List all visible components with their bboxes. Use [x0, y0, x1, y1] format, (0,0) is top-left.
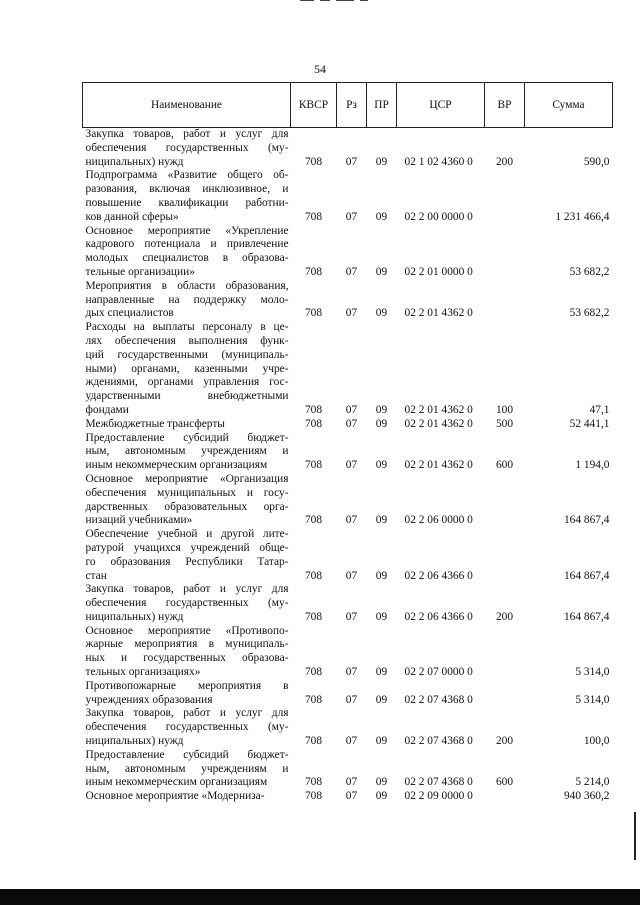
row-name-line: Обеспечение учебной и другой лите-	[85, 528, 289, 541]
table-row	[83, 169, 613, 224]
row-name-line: стан	[85, 569, 107, 582]
row-name-line: го образования Республики Татар-	[85, 555, 289, 568]
row-name-line: ниципальных) нужд	[85, 610, 184, 623]
row-csr: 02 2 07 4368 0	[404, 735, 473, 748]
row-name-line: ным, автономным учреждениям и	[85, 445, 289, 458]
row-name	[83, 128, 291, 170]
row-sum: 1 194,0	[575, 459, 610, 472]
row-kvsr: 708	[304, 666, 323, 679]
row-kvsr: 708	[304, 307, 323, 320]
row-pr: 09	[375, 210, 388, 223]
row-kvsr: 708	[304, 610, 323, 623]
row-csr: 02 2 07 4368 0	[404, 693, 473, 706]
header-name: Наименование	[83, 83, 291, 128]
table-row	[83, 749, 613, 790]
table-header	[83, 83, 613, 128]
row-rz: 07	[345, 666, 358, 679]
header-pr: ПР	[367, 83, 397, 128]
row-sum: 164 867,4	[563, 610, 610, 623]
row-vr	[485, 625, 525, 680]
row-name-line: Мероприятия в области образования,	[85, 279, 289, 292]
row-kvsr: 708	[304, 155, 323, 168]
row-csr: 02 2 01 4362 0	[404, 307, 473, 320]
row-kvsr: 708	[304, 569, 323, 582]
scan-bottom-band	[0, 889, 640, 905]
row-name-line: ков данной сферы»	[85, 210, 179, 223]
row-sum: 53 682,2	[569, 307, 610, 320]
row-pr: 09	[375, 459, 388, 472]
row-kvsr: 708	[304, 459, 323, 472]
table-row	[83, 321, 613, 418]
row-sum: 5 314,0	[575, 666, 610, 679]
row-name-line: разования, включая инклюзивное, и	[85, 183, 289, 196]
row-name	[83, 225, 291, 280]
scan-artifact-top	[300, 0, 380, 2]
table-row	[83, 680, 613, 708]
row-rz: 07	[345, 693, 358, 706]
row-pr: 09	[375, 610, 388, 623]
row-vr	[485, 169, 525, 224]
scan-artifact-right	[634, 812, 636, 860]
row-pr: 09	[375, 155, 388, 168]
row-rz: 07	[345, 776, 358, 789]
row-name-line: лях обеспечения выполнения функ-	[85, 334, 289, 347]
row-name-line: Основное мероприятие «Организация	[85, 472, 289, 485]
row-rz: 07	[345, 210, 358, 223]
row-name	[83, 625, 291, 680]
row-vr	[485, 280, 525, 321]
row-name-line: Межбюджетные трансферты	[85, 417, 225, 430]
row-name-line: ниципальных) нужд	[85, 735, 184, 748]
row-rz: 07	[345, 265, 358, 278]
row-name-line: тельных организациях»	[85, 666, 201, 679]
row-name	[83, 432, 291, 473]
row-kvsr: 708	[304, 417, 323, 430]
row-name	[83, 707, 291, 748]
row-name-line: ным, автономным учреждениям и	[85, 762, 289, 775]
row-rz: 07	[345, 735, 358, 748]
row-name-line: Подпрограмма «Развитие общего об-	[85, 169, 289, 182]
row-name-line: ций государственными (муниципаль-	[85, 348, 289, 361]
row-sum: 47,1	[589, 403, 610, 416]
row-sum: 52 441,1	[569, 417, 610, 430]
row-name-line: Предоставление субсидий бюджет-	[85, 748, 289, 761]
row-pr: 09	[375, 790, 388, 803]
header-rz: Рз	[337, 83, 367, 128]
header-vr: ВР	[485, 83, 525, 128]
row-sum: 5 314,0	[575, 693, 610, 706]
row-kvsr: 708	[304, 265, 323, 278]
table-row	[83, 128, 613, 170]
row-name-line: Основное мероприятие «Противопо-	[85, 624, 289, 637]
row-csr: 02 2 09 0000 0	[404, 790, 473, 803]
row-csr: 02 2 06 4366 0	[404, 610, 473, 623]
row-rz: 07	[345, 790, 358, 803]
row-kvsr: 708	[304, 790, 323, 803]
row-name-line: иным некоммерческим организациям	[85, 459, 268, 472]
row-name-line: обеспечения муниципальных и госу-	[85, 486, 289, 499]
row-name-line: обеспечения государственных (му-	[85, 141, 289, 154]
row-name	[83, 790, 291, 804]
header-kvsr: КВСР	[291, 83, 337, 128]
row-name-line: иным некоммерческим организациям	[85, 776, 268, 789]
table-row	[83, 583, 613, 624]
row-name-line: ударственными внебюджетными	[85, 390, 289, 403]
row-pr: 09	[375, 693, 388, 706]
table-row	[83, 225, 613, 280]
row-pr: 09	[375, 514, 388, 527]
row-rz: 07	[345, 514, 358, 527]
row-sum: 100,0	[583, 735, 610, 748]
row-vr	[485, 680, 525, 708]
row-rz: 07	[345, 459, 358, 472]
row-name-line: ными) органами, казенными учре-	[85, 362, 289, 375]
row-rz: 07	[345, 417, 358, 430]
row-csr: 02 2 06 0000 0	[404, 514, 473, 527]
row-name-line: обеспечения государственных (му-	[85, 721, 289, 734]
row-name-line: направленные на поддержку моло-	[85, 293, 289, 306]
row-name-line: Противопожарные мероприятия в	[85, 679, 289, 692]
table-row	[83, 473, 613, 528]
row-name-line: Закупка товаров, работ и услуг для	[85, 128, 289, 140]
row-kvsr: 708	[304, 693, 323, 706]
row-pr: 09	[375, 735, 388, 748]
table-row	[83, 790, 613, 804]
row-name-line: кадрового потенциала и привлечение	[85, 238, 289, 251]
row-csr: 02 2 06 4366 0	[404, 569, 473, 582]
row-vr: 500	[495, 417, 514, 430]
row-name	[83, 321, 291, 418]
row-name-line: ных и государственных образова-	[85, 652, 289, 665]
table-row	[83, 418, 613, 432]
row-csr: 02 2 07 0000 0	[404, 666, 473, 679]
row-name-line: ратурой учащихся учреждений обще-	[85, 541, 289, 554]
row-vr	[485, 225, 525, 280]
row-name-line: Расходы на выплаты персоналу в це-	[85, 321, 289, 334]
row-pr: 09	[375, 307, 388, 320]
row-name	[83, 583, 291, 624]
row-kvsr: 708	[304, 210, 323, 223]
row-vr: 100	[495, 403, 514, 416]
row-rz: 07	[345, 307, 358, 320]
row-pr: 09	[375, 417, 388, 430]
row-csr: 02 2 01 0000 0	[404, 265, 473, 278]
row-pr: 09	[375, 403, 388, 416]
row-name	[83, 418, 291, 432]
header-csr: ЦСР	[397, 83, 485, 128]
row-name-line: жарные мероприятия в муниципаль-	[85, 638, 289, 651]
row-csr: 02 2 07 4368 0	[404, 776, 473, 789]
table-row	[83, 432, 613, 473]
row-pr: 09	[375, 666, 388, 679]
row-name-line: обеспечения государственных (му-	[85, 597, 289, 610]
row-name-line: фондами	[85, 403, 129, 416]
row-pr: 09	[375, 265, 388, 278]
row-name-line: низаций учебниками»	[85, 514, 193, 527]
table-body	[83, 128, 613, 805]
row-name-line: дарственных образовательных орга-	[85, 500, 289, 513]
row-kvsr: 708	[304, 776, 323, 789]
row-vr	[485, 528, 525, 583]
row-name-line: молодых специалистов в образова-	[85, 252, 289, 265]
row-sum: 53 682,2	[569, 265, 610, 278]
row-vr: 200	[495, 155, 514, 168]
row-name-line: учреждениях образования	[85, 693, 213, 706]
row-sum: 5 214,0	[575, 776, 610, 789]
row-vr: 600	[495, 459, 514, 472]
row-name	[83, 528, 291, 583]
row-name-line: Предоставление субсидий бюджет-	[85, 431, 289, 444]
table-row	[83, 707, 613, 748]
row-name-line: Закупка товаров, работ и услуг для	[85, 583, 289, 596]
budget-table	[82, 82, 613, 804]
row-sum: 940 360,2	[563, 790, 610, 803]
row-name-line: Основное мероприятие «Укрепление	[85, 224, 289, 237]
row-name	[83, 749, 291, 790]
row-rz: 07	[345, 155, 358, 168]
row-vr: 200	[495, 735, 514, 748]
row-name-line: дых специалистов	[85, 307, 174, 320]
row-rz: 07	[345, 403, 358, 416]
header-sum: Сумма	[525, 83, 613, 128]
row-sum: 1 231 466,4	[555, 210, 610, 223]
row-name-line: Основное мероприятие «Модерниза-	[85, 790, 265, 803]
row-rz: 07	[345, 569, 358, 582]
row-pr: 09	[375, 569, 388, 582]
row-vr	[485, 473, 525, 528]
row-name	[83, 280, 291, 321]
table-row	[83, 280, 613, 321]
row-kvsr: 708	[304, 735, 323, 748]
row-rz: 07	[345, 610, 358, 623]
row-sum: 590,0	[583, 155, 610, 168]
row-name	[83, 169, 291, 224]
row-name-line: ниципальных) нужд	[85, 155, 184, 168]
row-name-line: ждениями, органами управления гос-	[85, 376, 289, 389]
row-sum: 164 867,4	[563, 569, 610, 582]
row-name-line: повышение квалификации работни-	[85, 196, 289, 209]
row-csr: 02 2 00 0000 0	[404, 210, 473, 223]
row-csr: 02 2 01 4362 0	[404, 459, 473, 472]
row-sum: 164 867,4	[563, 514, 610, 527]
row-kvsr: 708	[304, 514, 323, 527]
row-csr: 02 1 02 4360 0	[404, 155, 473, 168]
row-vr	[485, 790, 525, 804]
row-name-line: Закупка товаров, работ и услуг для	[85, 707, 289, 720]
row-name	[83, 680, 291, 708]
row-csr: 02 2 01 4362 0	[404, 417, 473, 430]
row-csr: 02 2 01 4362 0	[404, 403, 473, 416]
page-number: 54	[314, 62, 326, 76]
row-pr: 09	[375, 776, 388, 789]
row-kvsr: 708	[304, 403, 323, 416]
row-name-line: тельные организации»	[85, 265, 195, 278]
row-vr: 200	[495, 610, 514, 623]
row-name	[83, 473, 291, 528]
row-vr: 600	[495, 776, 514, 789]
table-row	[83, 528, 613, 583]
table-row	[83, 625, 613, 680]
